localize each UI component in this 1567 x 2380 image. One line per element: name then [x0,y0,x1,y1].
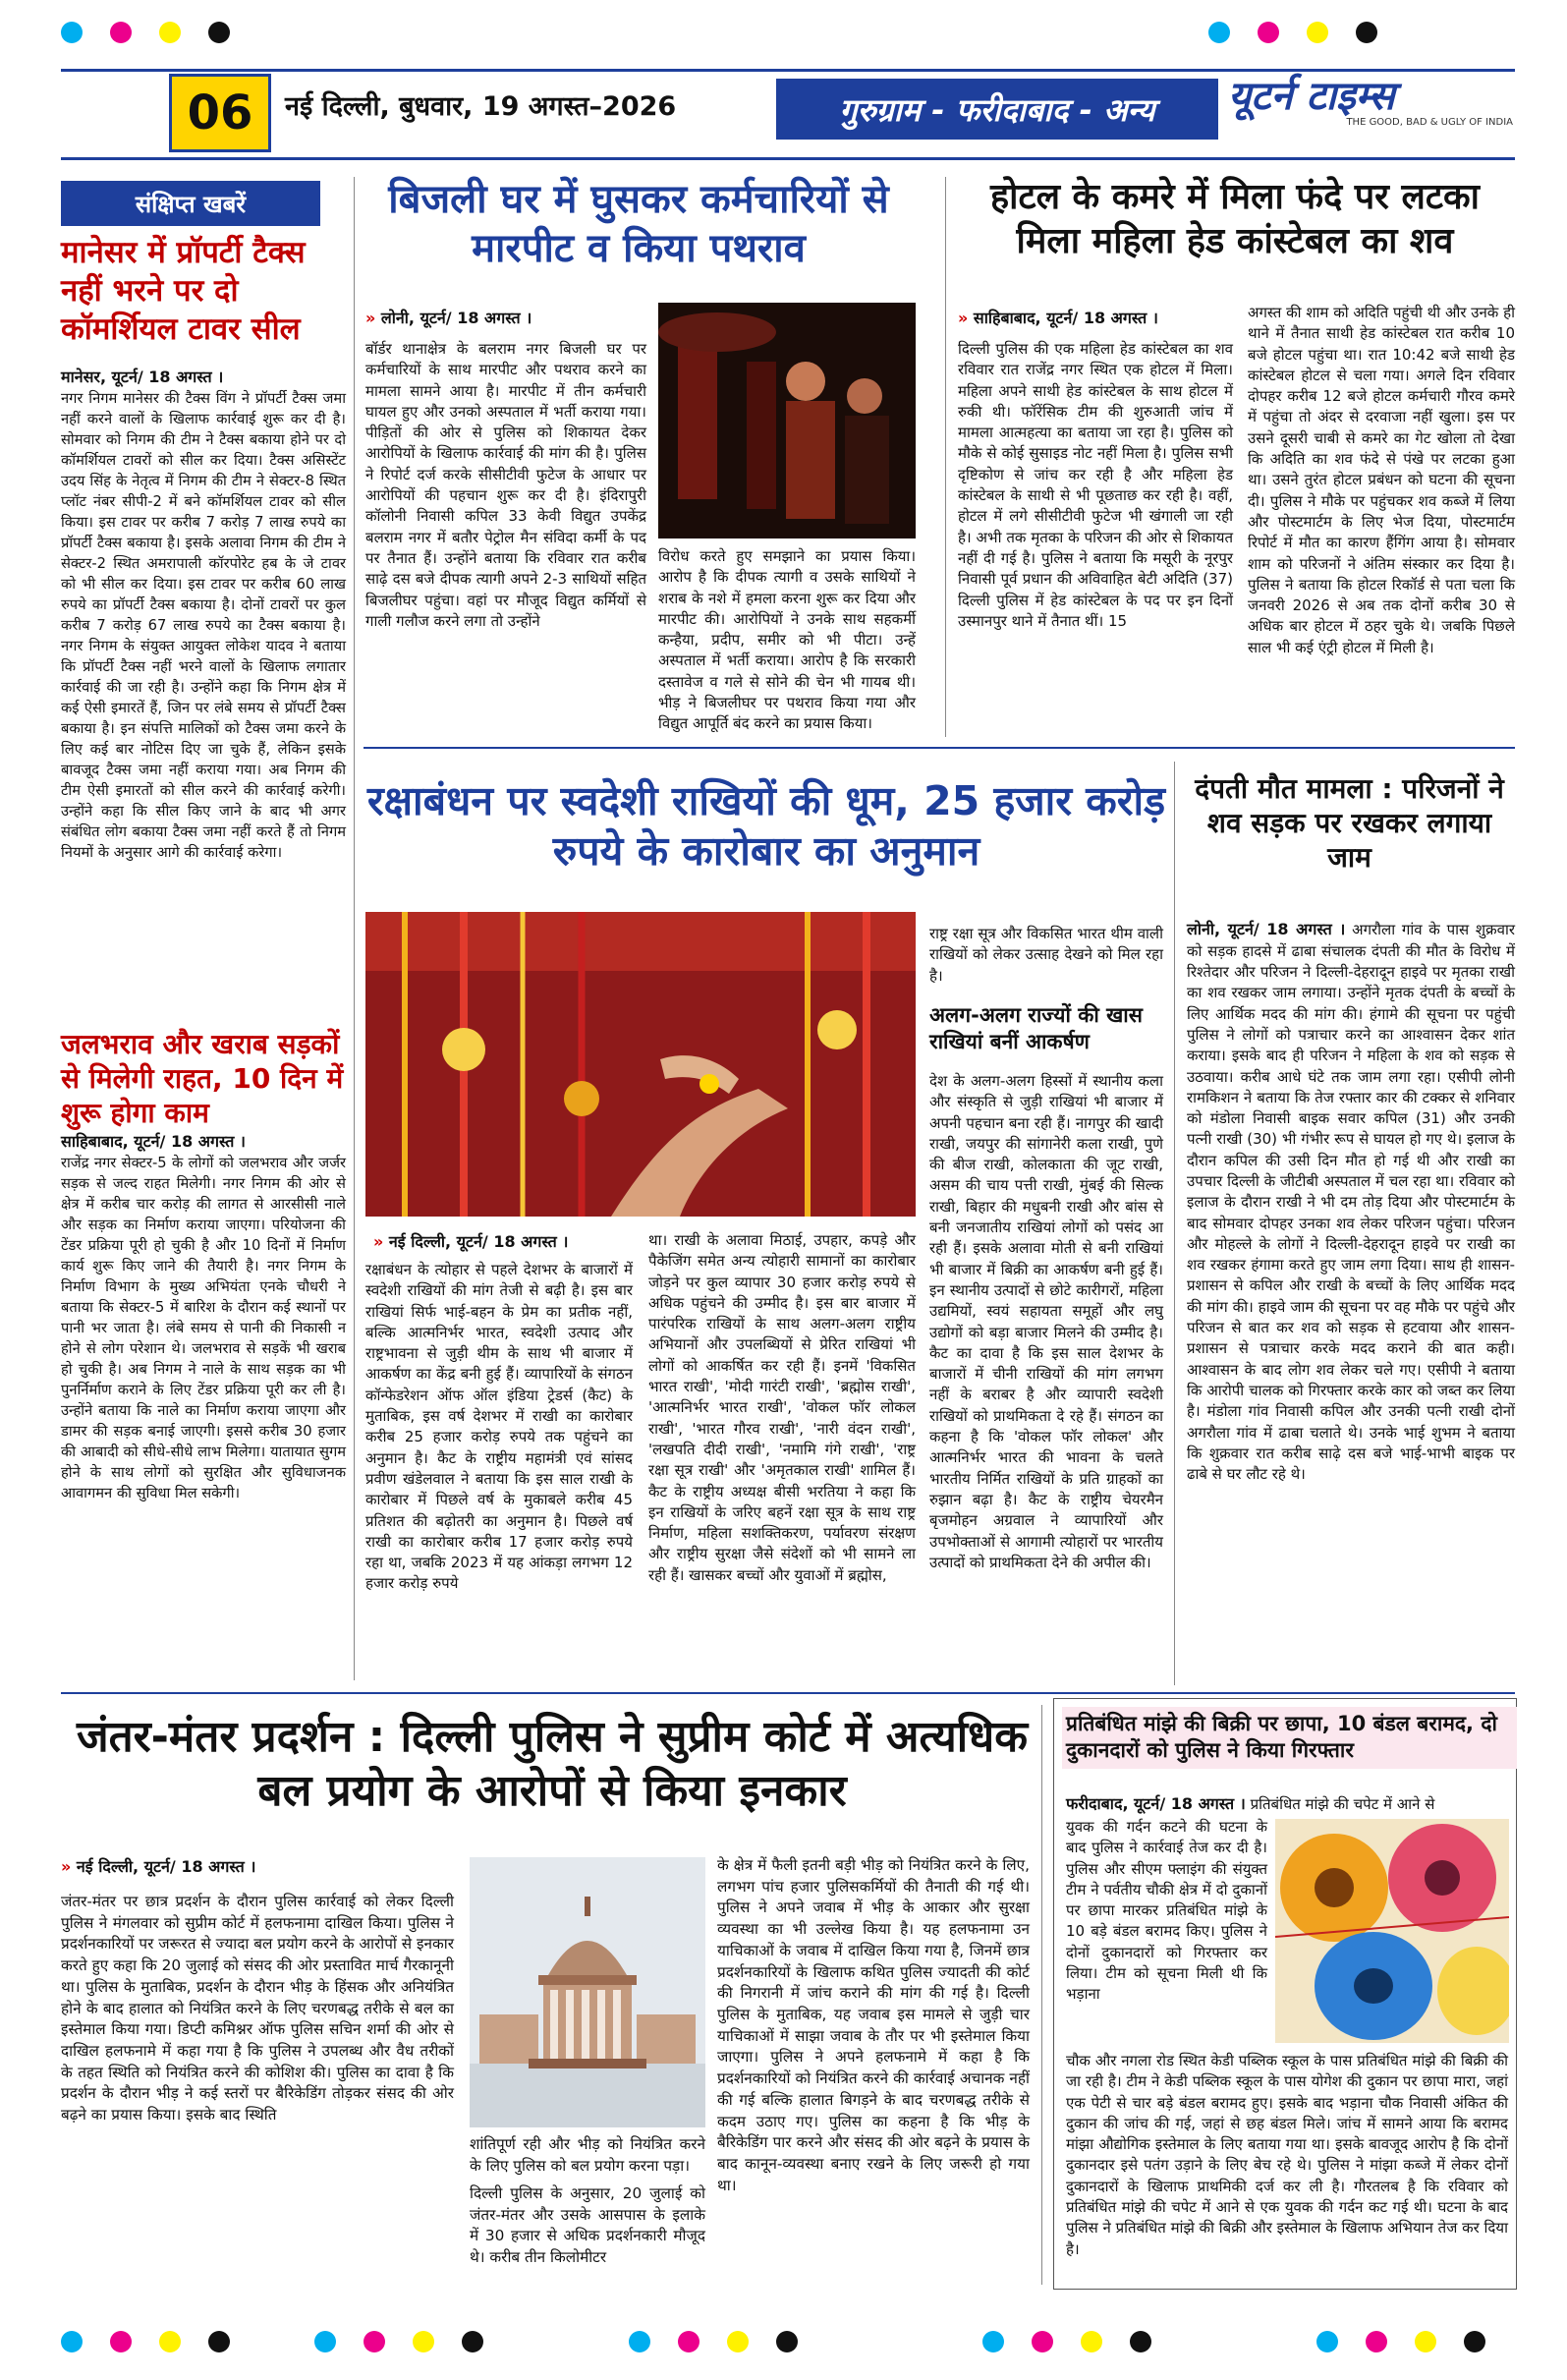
manjha-text: चौक और नगला रोड स्थित केडी पब्लिक स्कूल के पास प्रतिबंधित मांझे की बिक्री की जा रही है। टीम ने केडी पब्लिक स्कूल के पास योगेश की दुकान पर छापा मारा, जहां एक पेटी से चार बड़े बंडल बरामद हुए। इसके बाद भड़ाना चौक निवासी अंकित की दुकान की जांच की गई, जहां से छह बंडल मिले। जांच में सामने आया कि बरामद मांझा औद्योगिक इस्तेमाल के लिए बताया गया था। इसके बावजूद आरोप है कि दोनों दुकानदार इसे पतंग उड़ाने के लिए बेच रहे थे। पुलिस ने मांझा कब्जे में लेकर दोनों दुकानदारों के खिलाफ प्राथमिकी दर्ज कर ली है। गौरतलब है कि रविवार को प्रतिबंधित मांझे की चपेट में आने से एक युवक की गर्दन कट गई थी। घटना के बाद पुलिस ने प्रतिबंधित मांझे की बिक्री और इस्तेमाल के खिलाफ अभियान तेज कर दिया है। [1066,2052,1508,2258]
supreme-court-photo [470,1857,705,2127]
dateline: नई दिल्ली, बुधवार, 19 अगस्त–2026 [285,91,677,122]
rakhi-col-1: रक्षाबंधन के त्योहार से पहले देशभर के बाजारों में स्वदेशी राखियों की मांग तेजी से बढ़ी है। इस बार राखियां सिर्फ भाई-बहन के प्रेम का प्रतीक नहीं, बल्कि आत्मनिर्भर भारत, स्वदेशी उत्पाद और राष्ट्रभावना से जुड़ी थीम के साथ भी बाजार में आकर्षण का केंद्र बनी हुई हैं। व्यापारियों के संगठन कॉन्फेडरेशन ऑफ ऑल इंडिया ट्रेडर्स (कैट) के मुताबिक, इस वर्ष देशभर में राखी का कारोबार करीब 25 हजार करोड़ रुपये तक पहुंचने का अनुमान है। कैट के राष्ट्रीय महामंत्री एवं सांसद प्रवीण खंडेलवाल ने बताया कि इस साल राखी के कारोबार में पिछले वर्ष के मुकाबले करीब 45 प्रतिशत की बढ़ोतरी का अनुमान है। पिछले वर्ष राखी का कारोबार करीब 17 हजार करोड़ रुपये रहा था, जबकि 2023 में यह आंकड़ा लगभग 12 हजार करोड़ रुपये [365,1261,633,1593]
manjha-headline: प्रतिबंधित मांझे की बिक्री पर छापा, 10 बंडल बरामद, दो दुकानदारों को पुलिस ने किया गिरफ्तार [1062,1707,1517,1769]
bijli-headline: बिजली घर में घुसकर कर्मचारियों से मारपीट व किया पथराव [388,177,889,271]
bijli-photo [658,303,916,538]
logo-text: यूटर्न टाइम्स [1228,74,1395,119]
rakhi-col-right: देश के अलग-अलग हिस्सों में स्थानीय कला और संस्कृति से जुड़ी राखियां भी बाजार में अपनी पहचान बना रही हैं। नागपुर की खादी राखी, जयपुर की सांगानेरी कला राखी, पुणे की बीज राखी, कोलकाता की जूट राखी, असम की चाय पत्ती राखी, मुंबई की सिल्क राखी, बिहार की मधुबनी राखी और बांस से बनी जनजातीय राखियां लोगों को पसंद आ रही हैं। इसके अलावा मोती से बनी राखियां भी बाजार में बिक्री का आकर्षण बनी हुई हैं। इन स्थानीय उत्पादों से छोटे कारीगरों, महिला उद्यमियों, स्वयं सहायता समूहों और लघु उद्योगों को बड़ा बाजार मिलने की उम्मीद है। कैट का दावा है कि इस साल देशभर के बाजारों में चीनी राखियों की मांग लगभग नहीं के बराबर है और व्यापारी स्वदेशी राखियों को प्राथमिकता दे रहे हैं। संगठन का कहना है कि 'वोकल फॉर लोकल' और आत्मनिर्भर भारत की भावना के चलते भारतीय निर्मित राखियों के प्रति ग्राहकों का रुझान बढ़ा है। कैट के राष्ट्रीय चेयरमैन बृजमोहन अग्रवाल ने व्यापारियों और उपभोक्ताओं से आगामी त्योहारों पर भारतीय उत्पादों को प्राथमिकता देने की अपील की। [929,1072,1163,1571]
rakhi-headline: रक्षाबंधन पर स्वदेशी राखियों की धूम, 25 हजार करोड़ रुपये के कारोबार का अनुमान [366,777,1166,876]
rakhi-right-top: राष्ट्र रक्षा सूत्र और विकसित भारत थीम वाली राखियों को लेकर उत्साह देखने को मिल रहा है। [929,925,1163,985]
hotel-col-1: दिल्ली पुलिस की एक महिला हेड कांस्टेबल का शव रविवार रात राजेंद्र नगर स्थित एक होटल में मिला। महिला अपने साथी हेड कांस्टेबल के साथ होटल में रुकी थी। फॉरेंसिक टीम की शुरुआती जांच में मामला आत्महत्या का बताया जा रहा है। पुलिस को मौके से कोई सुसाइड नोट नहीं मिला है। पुलिस सभी दृष्टिकोण से जांच कर रही है और महिला हेड कांस्टेबल के साथी से भी पूछताछ कर रही है। वहीं, होटल में लगे सीसीटीवी फुटेज भी खंगाली जा रही है। अभी तक मृतका के परिजन की ओर से शिकायत नहीं दी गई है। पुलिस ने बताया कि मसूरी के नूरपुर निवासी पूर्व प्रधान की अविवाहित बेटी अदिति (37) दिल्ली पुलिस में हेड कांस्टेबल के पद पर इन दिनों उस्मानपुर थाने में तैनात थीं। 15 [958,340,1233,630]
jantar-headline: जंतर-मंतर प्रदर्शन : दिल्ली पुलिस ने सुप्रीम कोर्ट में अत्यधिक बल प्रयोग के आरोपों से किया इनकार [76,1712,1029,1816]
rakhi-subhead: अलग-अलग राज्यों की खास राखियां बनीं आकर्षण [929,1003,1143,1054]
rakhi-byline: » नई दिल्ली, यूटर्न/ 18 अगस्त । [373,1232,569,1251]
page-number: 06 [169,74,271,152]
brief-2-byline: साहिबाबाद, यूटर्न/ 18 अगस्त । [61,1132,246,1151]
jantar-col-3: के क्षेत्र में फैली इतनी बड़ी भीड़ को नियंत्रित करने के लिए, लगभग पांच हजार पुलिसकर्मियों की तैनाती की गई थी। पुलिस ने अपने जवाब में भीड़ के आकार और सुरक्षा व्यवस्था का भी उल्लेख किया है। यह हलफनामा उन याचिकाओं के जवाब में दाखिल किया गया है, जिनमें छात्र प्रदर्शनकारियों के खिलाफ कथित पुलिस ज्यादती की कोर्ट की निगरानी में जांच कराने की मांग की गई है। दिल्ली पुलिस के मुताबिक, यह जवाब इस मामले से जुड़ी चार याचिकाओं में साझा जवाब के तौर पर भी इस्तेमाल किया जाएगा। पुलिस ने अपने हलफनामे में कहा है कि प्रदर्शनकारियों को नियंत्रित करने की कार्रवाई अचानक नहीं की गई बल्कि हालात बिगड़ने के बाद चरणबद्ध तरीके से कदम उठाए गए। पुलिस का कहना है कि भीड़ के बैरिकेडिंग पार करने और संसद की ओर बढ़ने के प्रयास के बाद कानून-व्यवस्था बनाए रखने के लिए जरूरी हो गया था। [717,1856,1030,2194]
story-manjha [1053,1698,1517,2290]
manjha-byline: फरीदाबाद, यूटर्न/ 18 अगस्त । [1066,1794,1246,1813]
bijli-col-2: विरोध करते हुए समझाने का प्रयास किया। आरोप है कि दीपक त्यागी व उसके साथियों ने शराब के नशे में हमला करना शुरू कर दिया और मारपीट की। आरोपियों ने उनके साथ सहकर्मी कन्हैया, प्रदीप, समीर को भी पीटा। उन्हें अस्पताल में भर्ती कराया। आरोप है कि सरकारी दस्तावेज व गले से सोने की चेन भी गायब थी। भीड़ ने बिजलीघर पर पथराव किया गया और विद्युत आपूर्ति बंद करने का प्रयास किया। [658,547,916,733]
hotel-col-2: अगस्त की शाम को अदिति पहुंची थी और उनके ही थाने में तैनात साथी हेड कांस्टेबल रात करीब 10 बजे होटल पहुंचा था। रात 10:42 बजे साथी हेड कांस्टेबल होटल से चला गया। अगले दिन रविवार दोपहर करीब 12 बजे होटल कर्मचारी गौरव कमरे में पहुंचा तो अंदर से दरवाजा नहीं खुला। इस पर उसने दूसरी चाबी से कमरे का गेट खोला तो देखा कि अदिति का शव फंदे से पंखे पर लटका हुआ था। उसने तुरंत होटल प्रबंधन को घटना की सूचना दी। पुलिस ने मौके पर पहुंचकर शव कब्जे में लिया और पोस्टमार्टम के लिए भेज दिया, पोस्टमार्टम रिपोर्ट में मौत का कारण हैंगिंग आया है। सोमवार शाम को परिजनों ने अंतिम संस्कार कर दिया है। पुलिस ने बताया कि होटल रिकॉर्ड से पता चला कि जनवरी 2026 से अब तक दोनों करीब 30 से अधिक बार होटल में ठहर चुके थे। जबकि पिछले साल भी कई एंट्री होटल में मिली है। [1248,304,1515,656]
jantar-byline: » नई दिल्ली, यूटर्न/ 18 अगस्त । [61,1857,256,1876]
section-title: गुरुग्राम - फरीदाबाद - अन्य [776,79,1218,140]
bijli-byline: » लोनी, यूटर्न/ 18 अगस्त । [365,309,532,327]
rakhi-photo [365,912,916,1217]
bijli-col-1: बॉर्डर थानाक्षेत्र के बलराम नगर बिजली घर पर कर्मचारियों के साथ मारपीट और पथराव करने का मामला सामने आया है। मारपीट में तीन कर्मचारी घायल हुए और उनको अस्पताल में भर्ती कराया गया। पीड़ितों की ओर से पुलिस को शिकायत देकर आरोपियों के खिलाफ कार्रवाई की मांग की है। पुलिस ने रिपोर्ट दर्ज करके सीसीटीवी फुटेज के आधार पर आरोपियों की पहचान शुरू कर दी है। इंदिरापुरी कॉलोनी निवासी कपिल 33 केवी विद्युत उपकेंद्र बलराम नगर में बतौर पेट्रोल मैन संविदा कर्मी के पद पर तैनात हैं। उन्होंने बताया कि रविवार रात करीब साढ़े दस बजे दीपक त्यागी अपने 2-3 साथियों सहित बिजलीघर पहुंचा। वहां पर मौजूद विद्युत कर्मियों से गाली गलौज करने लगा तो उन्होंने [365,340,646,630]
manjha-photo [1275,1819,1509,2043]
dampati-byline: लोनी, यूटर्न/ 18 अगस्त । [1187,920,1346,938]
dampati-headline: दंपती मौत मामला : परिजनों ने शव सड़क पर रखकर लगाया जाम [1195,772,1504,874]
brief-2-text: राजेंद्र नगर सेक्टर-5 के लोगों को जलभराव और जर्जर सड़क से जल्द राहत मिलेगी। नगर निगम की ओर से क्षेत्र में करीब चार करोड़ की लागत से आरसीसी नाले और सड़क का निर्माण कराया जाएगा। परियोजना की टेंडर प्रक्रिया पूरी हो चुकी है और 10 दिनों में निर्माण कार्य शुरू किए जाने की तैयारी है। नगर निगम के निर्माण विभाग के मुख्य अभियंता एनके चौधरी ने बताया कि सेक्टर-5 में बारिश के दौरान कई स्थानों पर पानी भर जाता है। लंबे समय से पानी की निकासी न होने से लोग परेशान थे। जलभराव से सड़कें भी खराब हो चुकी है। अब निगम ने नाले के साथ सड़क का भी पुनर्निर्माण कराने के लिए टेंडर प्रक्रिया पूरी कर ली है। उन्होंने बताया कि नाले का निर्माण कराया जाएगा और डामर की सड़क बनाई जाएगी। इससे करीब 30 हजार की आबादी को सीधे-सीधे लाभ मिलेगा। यातायात सुगम होने के साथ लोगों को सुरक्षित और सुविधाजनक आवागमन की सुविधा मिल सकेगी। [61,1155,346,1502]
jantar-caption: शांतिपूर्ण रही और भीड़ को नियंत्रित करने के लिए पुलिस को बल प्रयोग करना पड़ा। [470,2135,705,2175]
brief-1-byline: मानेसर, यूटर्न/ 18 अगस्त । [61,368,224,386]
hotel-byline: » साहिबाबाद, यूटर्न/ 18 अगस्त । [958,309,1158,327]
hotel-headline: होटल के कमरे में मिला फंदे पर लटका मिला महिला हेड कांस्टेबल का शव [990,177,1480,261]
jantar-col-2: दिल्ली पुलिस के अनुसार, 20 जुलाई को जंतर-मंतर और उसके आसपास के इलाके में 30 हजार से अधिक प्रदर्शनकारी मौजूद थे। करीब तीन किलोमीटर [470,2184,705,2267]
brief-1-headline: मानेसर में प्रॉपर्टी टैक्स नहीं भरने पर दो कॉमर्शियल टावर सील [61,235,306,347]
jantar-col-1: जंतर-मंतर पर छात्र प्रदर्शन के दौरान पुलिस कार्रवाई को लेकर दिल्ली पुलिस ने मंगलवार को सुप्रीम कोर्ट में हलफनामा दाखिल किया। पुलिस ने प्रदर्शनकारियों पर जरूरत से ज्यादा बल प्रयोग करने के आरोपों से इनकार करते हुए कहा कि 20 जुलाई को संसद की ओर प्रस्तावित मार्च गैरकानूनी था। पुलिस के मुताबिक, प्रदर्शन के दौरान भीड़ के हिंसक और अनियंत्रित होने के बाद हालात को नियंत्रित करने के लिए चरणबद्ध तरीके से बल का इस्तेमाल किया गया। डिप्टी कमिश्नर ऑफ पुलिस सचिन शर्मा की ओर से दाखिल हलफनामे में कहा गया है कि पुलिस ने उपलब्ध और वैध तरीकों के तहत स्थिति को नियंत्रित करने की कोशिश की। पुलिस का दावा है कि प्रदर्शन के दौरान भीड़ ने कई स्तरों पर बैरिकेडिंग तोड़कर संसद की ओर बढ़ने का प्रयास किया। इसके बाद स्थिति [61,1893,454,2125]
dampati-text: लोनी, यूटर्न/ 18 अगस्त । अगरौला गांव के पास शुक्रवार को सड़क हादसे में ढाबा संचालक दंपती की मौत के विरोध में रिश्तेदार और परिजन ने दिल्ली-देहरादून हाइवे पर मृतका राखी का शव रखकर जाम लगाया। उन्होंने मृतक दंपती के बच्चों के लिए आर्थिक मदद की मांग की। हंगामे की सूचना पर पहुंची पुलिस ने लोगों को पत्राचार करने का आश्वासन देकर शांत कराया। इसके बाद ही परिजन ने महिला के शव को सड़क से उठवाया। करीब आधे घंटे तक जाम लगा रहा। एसीपी लोनी रामकिशन ने बताया कि तेज रफ्तार कार की टक्कर से शनिवार को मंडोला निवासी बाइक सवार कपिल (31) और उनकी पत्नी राखी (30) भी गंभीर रूप से घायल हो गए थे। इलाज के दौरान कपिल की उसी दिन मौत हो गई थी और राखी का उपचार दिल्ली के जीटीबी अस्पताल में चल रहा था। रविवार को इलाज के दौरान राखी ने भी दम तोड़ दिया और पोस्टमार्टम के बाद सोमवार दोपहर उनका शव लेकर परिजन पहुंचा। परिजन और मोहल्ले के लोगों ने दिल्ली-देहरादून हाइवे पर राखी का शव रखकर हंगामा करते हुए जाम लगा दिया। साथ ही शासन-प्रशासन से कपिल और राखी के बच्चों के लिए आर्थिक मदद की मांग की। हाइवे जाम की सूचना पर वह मौके पर पहुंचे और परिजन से बात कर शव को सड़क से हटवाया और शासन-प्रशासन से पत्राचार करके मदद कराने की बात कही। आश्वासन के बाद लोग शव लेकर चले गए। एसीपी ने बताया कि आरोपी चालक को गिरफ्तार करके कार को जब्त कर लिया है। मंडोला गांव निवासी कपिल और उनकी पत्नी राखी दोनों अगरौला गांव में ढाबा चलाते थे। उनके भाई शुभम ने बताया कि शुक्रवार रात करीब साढ़े दस बजे भाई-भाभी बाइक पर ढाबे से घर लौट रहे थे। [1187,920,1515,1484]
brief-2-headline: जलभराव और खराब सड़कों से मिलेगी राहत, 10 दिन में शुरू होगा काम [61,1028,344,1129]
manjha-col-left: युवक की गर्दन कटने की घटना के बाद पुलिस ने कार्रवाई तेज कर दी है। पुलिस और सीएम फ्लाइंग की संयुक्त टीम ने पर्वतीय चौकी क्षेत्र में दो दुकानों पर छापा मारकर प्रतिबंधित मांझे के 10 बड़े बंडल बरामद किए। पुलिस ने दोनों दुकानदारों को गिरफ्तार कर लिया। टीम को सूचना मिली थी कि भड़ाना [1066,1818,1267,2004]
logo-tagline: THE GOOD, BAD & UGLY OF INDIA [1346,117,1513,128]
brief-news-tag: संक्षिप्त खबरें [61,181,320,226]
newspaper-logo [1228,67,1513,145]
rakhi-col-2: था। राखी के अलावा मिठाई, उपहार, कपड़े और पैकेजिंग समेत अन्य त्योहारी सामानों का कारोबार जोड़ने पर कुल व्यापार 30 हजार करोड़ रुपये से अधिक पहुंचने की उम्मीद है। इस बार बाजार में पारंपरिक राखियों के साथ अलग-अलग राष्ट्रीय अभियानों और उपलब्धियों से प्रेरित राखियां भी लोगों को आकर्षित कर रही हैं। इनमें 'विकसित भारत राखी', 'मोदी गारंटी राखी', 'ब्रह्मोस राखी', 'आत्मनिर्भर भारत राखी', 'वोकल फॉर लोकल राखी', 'भारत गौरव राखी', 'नारी वंदन राखी', 'लखपति दीदी राखी', 'नमामि गंगे राखी', 'राष्ट्र रक्षा सूत्र राखी' और 'अमृतकाल राखी' शामिल हैं। कैट के राष्ट्रीय अध्यक्ष बीसी भरतिया ने कहा कि इन राखियों के जरिए बहनें रक्षा सूत्र के साथ राष्ट्र निर्माण, महिला सशक्तिकरण, पर्यावरण संरक्षण और राष्ट्रीय सुरक्षा जैसे संदेशों को भी सामने ला रही हैं। खासकर बच्चों और युवाओं में ब्रह्मोस, [648,1231,916,1584]
brief-1-text: नगर निगम मानेसर की टैक्स विंग ने प्रॉपर्टी टैक्स जमा नहीं करने वालों के खिलाफ कार्रवाई शुरू कर दी है। सोमवार को निगम की टीम ने टैक्स बकाया होने पर दो कॉमर्शियल टावरों को सील कर दिया। टैक्स असिस्टेंट उदय सिंह के नेतृत्व में निगम की टीम ने सेक्टर-8 स्थित प्लॉट नंबर सीपी-2 में बने कॉमर्शियल टावर को सील किया। इस टावर पर करीब 7 करोड़ 7 लाख रुपये का प्रॉपर्टी टैक्स बकाया है। इसके अलावा निगम की टीम ने सेक्टर-2 स्थित अमरापाली कॉरपोरेट हब के जे टावर को भी सील कर दिया। इस टावर पर करीब 60 लाख रुपये का प्रॉपर्टी टैक्स बकाया है। दोनों टावरों पर कुल करीब 7 करोड़ 67 लाख रुपये का टैक्स बकाया है। नगर निगम के संयुक्त आयुक्त लोकेश यादव ने बताया कि प्रॉपर्टी टैक्स नहीं भरने वालों के खिलाफ लगातार कार्रवाई की जा रही है। उन्होंने कहा कि निगम क्षेत्र में कई ऐसी इमारतें हैं, जिन पर लंबे समय से प्रॉपर्टी टैक्स बकाया है। इन संपत्ति मालिकों को टैक्स जमा करने के लिए कई बार नोटिस दिए जा चुके हैं, लेकिन इसके बावजूद टैक्स जमा नहीं कराया गया। अब निगम की टीम ऐसी इमारतों को सील करने की कार्रवाई करेगी। उन्होंने कहा कि सील किए जाने के बाद भी अगर संबंधित लोग बकाया टैक्स जमा नहीं करते हैं तो निगम नियमों के अनुसार आगे की कार्रवाई करेगा। [61,390,346,862]
manjha-lead: फरीदाबाद, यूटर्न/ 18 अगस्त । प्रतिबंधित मांझे की चपेट में आने से [1066,1794,1435,1813]
